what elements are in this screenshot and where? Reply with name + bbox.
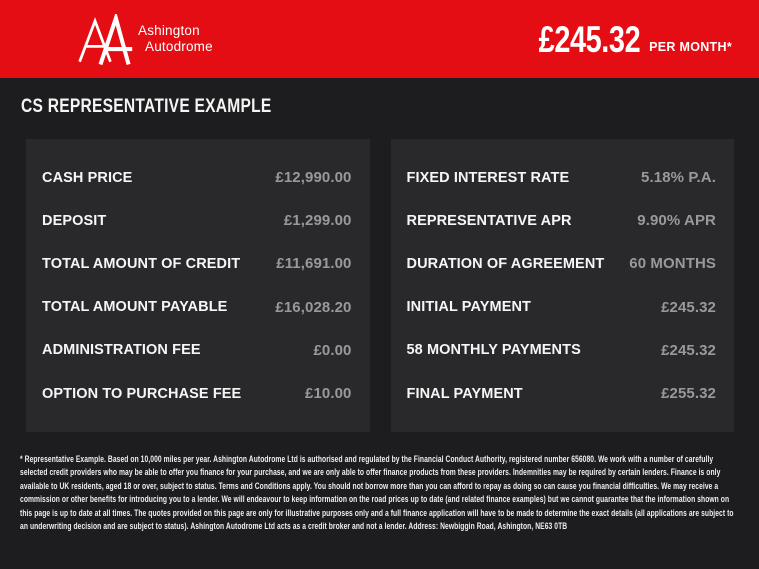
monthly-price-suffix: PER MONTH* [649,39,732,54]
row-value: 9.90% APR [637,212,716,230]
row-label: DURATION OF AGREEMENT [406,255,605,272]
row-administration-fee [42,329,352,372]
row-label: DEPOSIT [42,212,107,229]
row-label: OPTION TO PURCHASE FEE [42,385,242,402]
row-value: £10.00 [305,385,352,403]
row-cash-price [42,156,352,199]
row-value: £245.32 [661,298,716,316]
row-initial-payment [407,286,717,329]
monthly-price-amount: £245.32 [538,18,641,60]
row-value: £1,299.00 [283,212,352,230]
brand-name [138,23,213,55]
row-label: FINAL PAYMENT [406,385,523,402]
row-value: £11,691.00 [276,255,352,273]
row-total-amount-of-credit [42,242,352,285]
row-label: FIXED INTEREST RATE [406,169,570,186]
row-label: REPRESENTATIVE APR [406,212,572,229]
row-label: 58 MONTHLY PAYMENTS [406,342,581,359]
row-label: ADMINISTRATION FEE [42,342,201,359]
row-fixed-interest-rate [407,156,717,199]
row-value: 60 MONTHS [629,255,716,273]
row-value: £12,990.00 [275,169,352,187]
aa-monogram-icon [76,14,134,66]
row-value: £16,028.20 [275,298,352,316]
row-deposit [42,199,352,242]
disclaimer-text: * Representative Example. Based on 10,000 miles per year. Ashington Autodrome Ltd is authorised and regulated by the Financial Conduct Authority, registered number 656080. We work with a number of carefully selected credit providers who may be able to offer you finance for your purchase, and we are only able to offer finance products from these providers. Indemnities may be required by certain lenders. Finance is only available to UK residents, aged 18 or over, subject to status. Terms and Conditions apply. You should not borrow more than you can afford to repay as doing so can cause you financial difficulties. We may receive a commission or other benefits for introducing you to a lender. We will endeavour to keep information on the road prices up to date (and related finance examples) but we cannot guarantee that the information shown on this page is up to date at all times. The quotes provided on this page are only for illustrative purposes only and a full finance application will have to be made to determine the exact details (all applications are subject to an underwriting decision and are subject to status). Ashington Autodrome Ltd acts as a credit broker and not a lender. Address: Newbiggin Road, Ashington, NE63 0TB [20,454,734,532]
finance-panel-right [391,139,735,432]
page-title: CS REPRESENTATIVE EXAMPLE [21,96,272,117]
brand-name-line2: Autodrome [145,39,213,54]
row-monthly-payments [407,329,717,372]
row-value: 5.18% P.A. [641,169,716,187]
brand [76,12,213,66]
row-value: £255.32 [661,385,716,403]
row-total-amount-payable [42,286,352,329]
row-label: TOTAL AMOUNT OF CREDIT [42,255,241,272]
finance-panel-left [26,139,370,432]
row-label: TOTAL AMOUNT PAYABLE [42,299,228,316]
monthly-price [510,18,732,60]
row-label: CASH PRICE [42,169,133,186]
row-value: £0.00 [313,341,352,359]
finance-panels [26,139,734,432]
row-value: £245.32 [661,341,716,359]
row-option-to-purchase-fee [42,372,352,415]
row-duration-of-agreement [407,242,717,285]
header-bar [0,0,759,78]
row-representative-apr [407,199,717,242]
row-final-payment [407,372,717,415]
row-label: INITIAL PAYMENT [406,299,531,316]
brand-name-line1: Ashington [138,23,200,38]
